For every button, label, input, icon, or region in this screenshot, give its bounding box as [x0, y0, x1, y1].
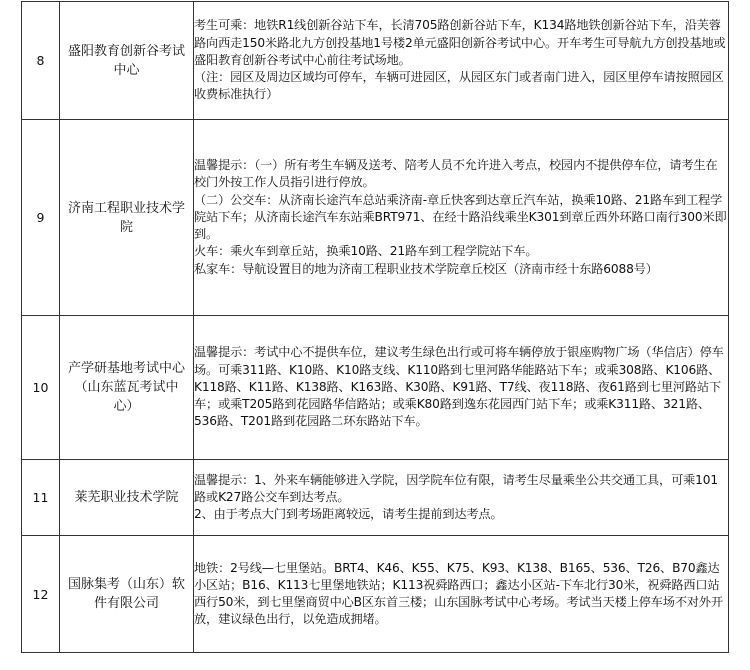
transport-info-cell [194, 2, 729, 120]
transport-info-cell [194, 536, 729, 653]
transport-info-line: 考生可乘：地铁R1线创新谷站下车，长清705路创新谷站下车，K134路地铁创新谷站下车，沿芙蓉路向西走150米路北九方创投基地1号楼2单元盛阳创新谷考试中心。开车考生可导航九方创投基地或盛阳教育创新谷考试中心前往考试场地。 [194, 18, 726, 67]
site-name-cell [60, 2, 194, 120]
site-name-cell [60, 316, 194, 460]
site-name: 产学研基地考试中心（山东蓝瓦考试中心） [68, 361, 186, 414]
transport-info-cell [194, 316, 729, 460]
row-number: 9 [22, 120, 60, 316]
exam-site-table [21, 1, 729, 653]
site-name-cell [60, 460, 194, 536]
transport-info-line: （二）公交车：从济南长途汽车总站乘济南-章丘快客到达章丘汽车站，换乘10路、21路车到工程学院站下车；从济南长途汽车东站乘BRT971、在经十路沿线乘坐K301到章丘西外环路口南行300米即到。 [194, 192, 727, 242]
site-name: 国脉集考（山东）软件有限公司 [68, 577, 186, 611]
site-name-cell [60, 120, 194, 316]
transport-info-line: 温馨提示：考试中心不提供车位，建议考生绿色出行或可将车辆停放于银座购物广场（华信店）停车场。可乘311路、K10路、K10路支线、K110路到七里河路华能路站下车；或乘308路、K106路、K118路、K11路、K138路、K163路、K30路、K91路、T7线、夜118路、夜61路到七里河路站下车；或乘T205路到花园路华信路站；或乘K80路到逸东花园西门站下车；或乘K311路、321路、536路、T201路到花园路二环东路站下车。 [194, 345, 724, 429]
site-name: 莱芜职业技术学院 [74, 490, 179, 505]
transport-info-cell [194, 460, 729, 536]
row-number: 12 [22, 536, 60, 653]
row-number: 11 [22, 460, 60, 536]
transport-info-line: 地铁：2号线—七里堡站。BRT4、K46、K55、K75、K93、K138、B165、536、T26、B70鑫达小区站；B16、K113七里堡地铁站；K113祝舜路西口；鑫达小区站-下车北行30米，祝舜路西口站西行50米，到七里堡商贸中心B区东首三楼；山东国脉考试中心考场。考试当天楼上停车场不对外开放，建议绿色出行，以免造成拥堵。 [194, 560, 723, 627]
table-row [22, 2, 729, 120]
row-number: 8 [22, 2, 60, 120]
table-row [22, 460, 729, 536]
site-name: 盛阳教育创新谷考试中心 [68, 43, 186, 78]
transport-info-cell [194, 120, 729, 316]
transport-info-line: 温馨提示：（一）所有考生车辆及送考、陪考人员不允许进入考点，校园内不提供停车位，请考生在校门外按工作人员指引进行停放。 [194, 158, 718, 190]
table-row [22, 120, 729, 316]
transport-info-line: 火车：乘火车到章丘站，换乘10路、21路车到工程学院站下车。 [194, 244, 538, 259]
site-name-cell [60, 536, 194, 653]
table-row [22, 536, 729, 653]
transport-info-line: 2、由于考点大门到考场距离较远，请考生提前到达考点。 [194, 507, 503, 522]
table-row [22, 316, 729, 460]
site-name: 济南工程职业技术学院 [68, 200, 186, 235]
row-number: 10 [22, 316, 60, 460]
transport-info-line: （注：园区及周边区域均可停车，车辆可进园区，从园区东门或者南门进入，园区里停车请按照园区收费标准执行） [194, 70, 724, 102]
transport-info-line: 私家车：导航设置目的地为济南工程职业技术学院章丘校区（济南市经十东路6088号） [194, 261, 658, 276]
transport-info-line: 温馨提示：1、外来车辆能够进入学院，因学院车位有限，请考生尽量乘坐公共交通工具，可乘101路或K27路公交车到达考点。 [194, 472, 718, 504]
